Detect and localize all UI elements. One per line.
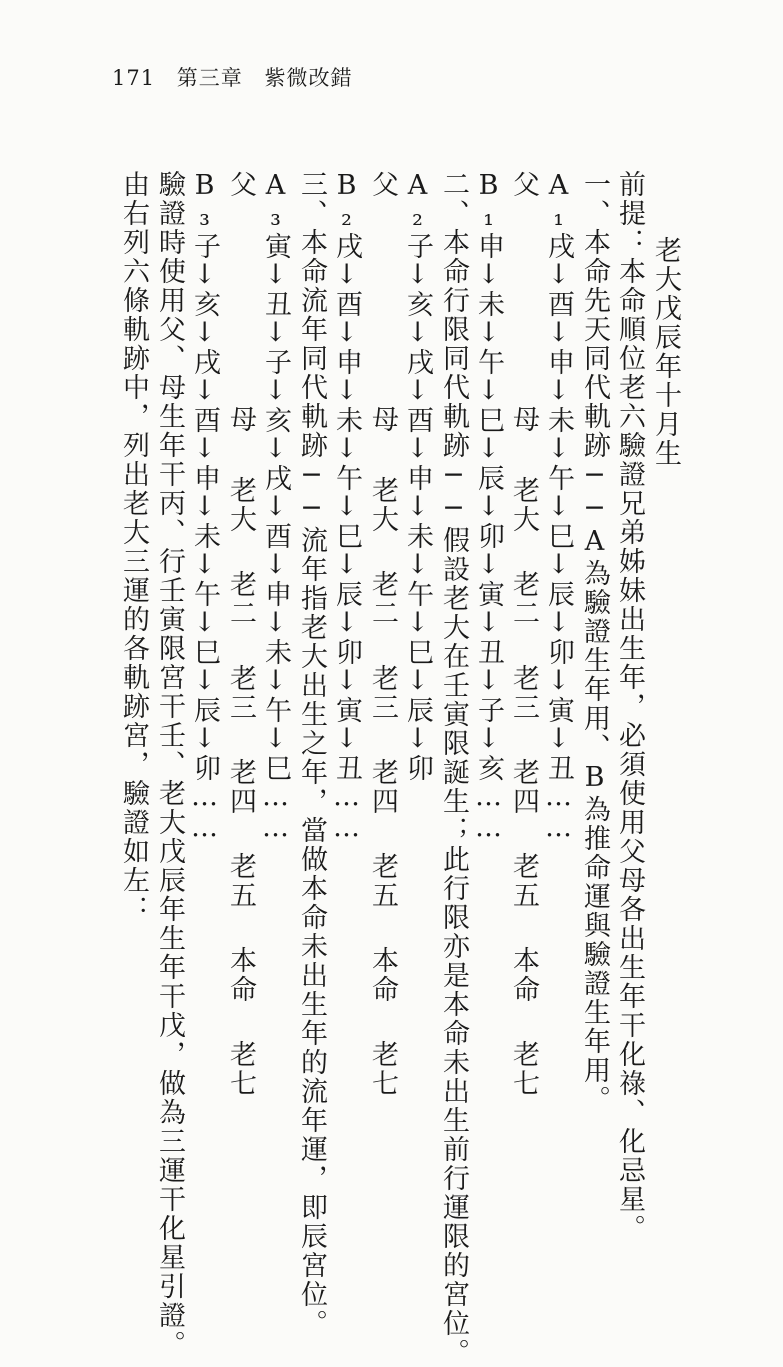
a3-roles-row	[227, 170, 254, 1098]
a1-sequence: 戌↓酉↓申↓未↓午↓巳↓辰↓卯↓寅↓丑……	[543, 232, 574, 843]
a3-role-fourth: 老四	[225, 758, 256, 816]
a1-role-mother: 母	[508, 405, 539, 434]
a3-role-seventh: 老七	[225, 1040, 256, 1098]
a1-role-father: 父	[508, 170, 539, 199]
a2-role-father: 父	[367, 170, 398, 199]
a3-role-self: 本命	[225, 946, 256, 1004]
a1-role-seventh: 老七	[508, 1040, 539, 1098]
title-line: 老大戊辰年十月生	[650, 236, 681, 468]
b2-label: B₂	[331, 170, 362, 232]
a2-role-mother: 母	[367, 405, 398, 434]
a2-sequence: 子↓亥↓戌↓酉↓申↓未↓午↓巳↓辰↓卯	[402, 232, 433, 781]
b2-row	[333, 170, 360, 843]
a3-role-father: 父	[225, 170, 256, 199]
a3-role-fifth: 老五	[225, 852, 256, 910]
b1-row	[475, 170, 502, 843]
chapter-number: 第三章	[176, 66, 243, 90]
a1-role-fourth: 老四	[508, 758, 539, 816]
page-number: 171	[112, 66, 156, 90]
a1-roles-row	[510, 170, 537, 1098]
conclusion-line: 由右列六條軌跡中，列出老大三運的各軌跡宮，驗證如左：	[118, 170, 149, 924]
running-header	[112, 62, 366, 92]
b3-label: B₃	[189, 170, 220, 232]
section2-heading: 二、本命行限同代軌跡──假設老大在壬寅限誕生；此行限亦是本命未出生前行運限的宮位。	[438, 170, 469, 1367]
chapter-title: 紫微改錯	[264, 66, 353, 90]
a1-role-second: 老二	[508, 570, 539, 628]
verification-line: 驗證時使用父、母生年干丙、行壬寅限宮干壬、老大戊辰年生年干戊，做為三運干化星引證。	[154, 170, 185, 1359]
b3-row	[191, 170, 218, 843]
a3-sequence: 寅↓丑↓子↓亥↓戌↓酉↓申↓未↓午↓巳……	[260, 232, 291, 843]
a3-role-mother: 母	[225, 405, 256, 434]
a2-role-self: 本命	[367, 946, 398, 1004]
a1-role-eldest: 老大	[508, 476, 539, 534]
a1-role-fifth: 老五	[508, 852, 539, 910]
a2-role-third: 老三	[367, 664, 398, 722]
a1-role-self: 本命	[508, 946, 539, 1004]
a3-role-eldest: 老大	[225, 476, 256, 534]
a2-role-fifth: 老五	[367, 852, 398, 910]
b3-sequence: 子↓亥↓戌↓酉↓申↓未↓午↓巳↓辰↓卯……	[189, 232, 220, 843]
a2-role-second: 老二	[367, 570, 398, 628]
a3-label: A₃	[260, 170, 291, 232]
a1-label: A₁	[543, 170, 574, 232]
b2-sequence: 戌↓酉↓申↓未↓午↓巳↓辰↓卯↓寅↓丑……	[331, 232, 362, 843]
a2-label: A₂	[402, 170, 433, 232]
a2-roles-row	[369, 170, 396, 1098]
a2-role-seventh: 老七	[367, 1040, 398, 1098]
b1-label: B₁	[473, 170, 504, 232]
section3-heading: 三、本命流年同代軌跡──流年指老大出生之年，當做本命未出生年的流年運，即辰宮位。	[296, 170, 327, 1338]
premise-line: 前提：本命順位老六驗證兄弟姊妹出生年，必須使用父母各出生年干化祿、化忌星。	[614, 170, 645, 1243]
a1-role-third: 老三	[508, 664, 539, 722]
section1-heading: 一、本命先天同代軌跡──A為驗證生年用、B為推命運與驗證生年用。	[579, 170, 610, 1114]
a2-role-fourth: 老四	[367, 758, 398, 816]
a2-role-eldest: 老大	[367, 476, 398, 534]
a3-role-second: 老二	[225, 570, 256, 628]
b1-sequence: 申↓未↓午↓巳↓辰↓卯↓寅↓丑↓子↓亥……	[473, 232, 504, 843]
a1-row	[545, 170, 572, 843]
a2-row	[404, 170, 431, 781]
a3-row	[262, 170, 289, 843]
a3-role-third: 老三	[225, 664, 256, 722]
